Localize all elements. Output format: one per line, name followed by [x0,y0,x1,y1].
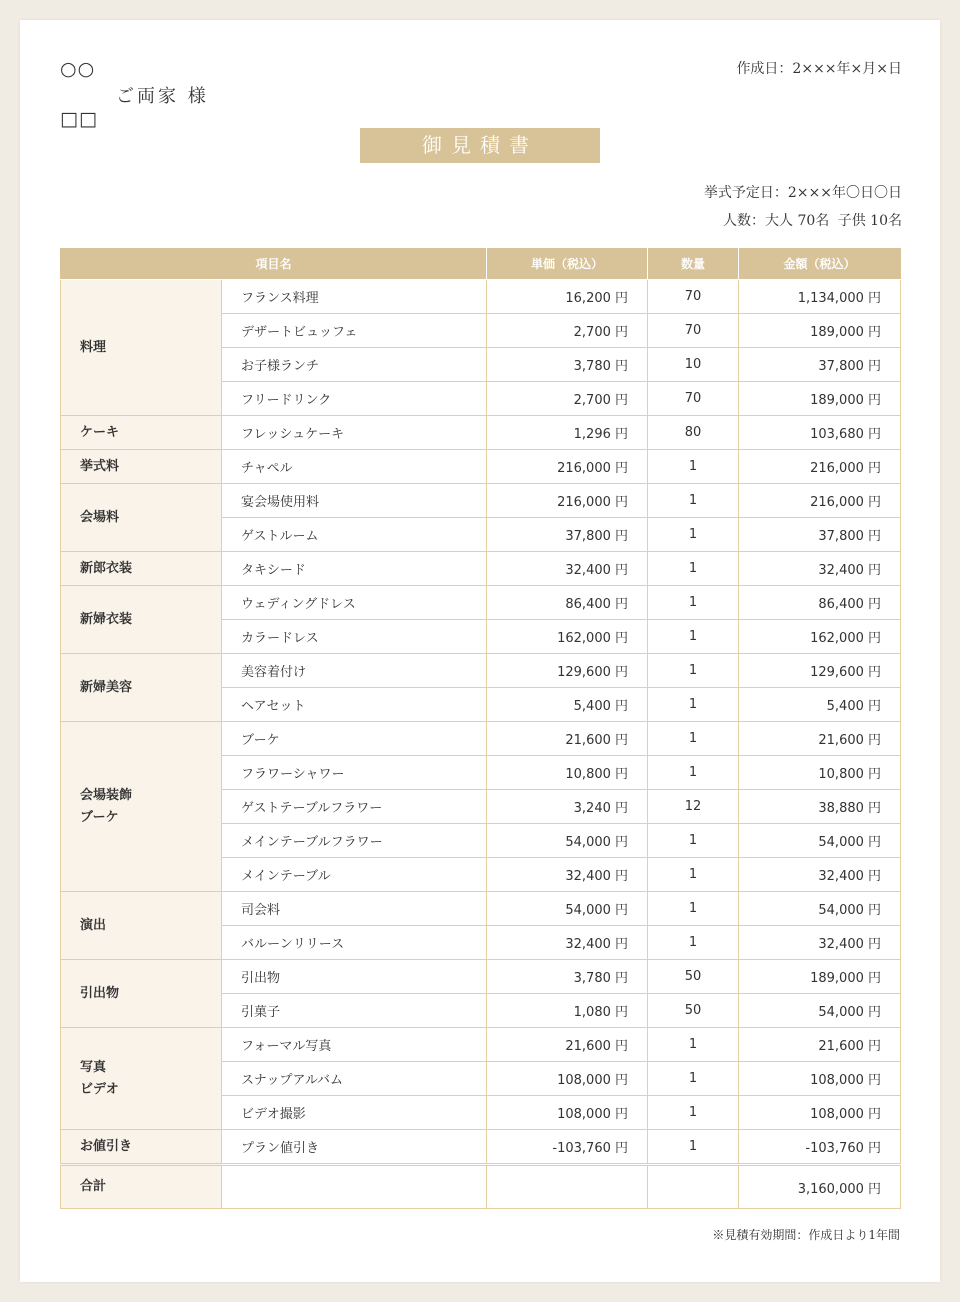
unit-price-cell: 10,800 円 [487,756,648,790]
category-label: 会場装飾 [80,787,133,803]
quantity-cell: 1 [648,586,739,620]
quantity-cell: 1 [648,892,739,926]
item-name-cell: 引出物 [222,960,487,994]
category-cell [61,1028,222,1130]
amount-cell: 21,600 円 [739,722,901,756]
amount-cell: 54,000 円 [739,994,901,1028]
quantity-cell: 70 [648,382,739,416]
item-name-cell: ゲストルーム [222,518,487,552]
item-name-cell: チャペル [222,450,487,484]
amount-cell: 189,000 円 [739,382,901,416]
unit-price-cell: 216,000 円 [487,484,648,518]
amount-cell: 108,000 円 [739,1062,901,1096]
unit-price-cell: 3,780 円 [487,348,648,382]
amount-cell: 162,000 円 [739,620,901,654]
quantity-cell: 70 [648,280,739,314]
amount-cell: 21,600 円 [739,1028,901,1062]
category-label: 会場料 [80,509,120,525]
unit-price-cell: 54,000 円 [487,892,648,926]
header-quantity: 数量 [648,248,739,280]
category-label: 演出 [80,917,107,933]
item-name-cell: フリードリンク [222,382,487,416]
category-cell [61,892,222,960]
unit-price-cell: 108,000 円 [487,1062,648,1096]
unit-price-cell: 129,600 円 [487,654,648,688]
quantity-cell: 12 [648,790,739,824]
category-label: お値引き [80,1138,133,1154]
category-label: 料理 [80,339,107,355]
unit-price-cell: 2,700 円 [487,382,648,416]
table-row [61,892,901,926]
category-label: ビデオ [80,1081,119,1097]
category-cell [61,960,222,1028]
amount-cell: 108,000 円 [739,1096,901,1130]
category-cell [61,552,222,586]
amount-cell: 37,800 円 [739,518,901,552]
quantity-cell: 1 [648,1062,739,1096]
category-cell [61,450,222,484]
quantity-cell: 1 [648,1130,739,1165]
table-row [61,654,901,688]
item-name-cell: ゲストテーブルフラワー [222,790,487,824]
quantity-cell: 80 [648,416,739,450]
category-cell [61,1130,222,1165]
amount-cell: 10,800 円 [739,756,901,790]
unit-price-cell: 1,080 円 [487,994,648,1028]
category-cell [61,416,222,450]
quantity-cell: 1 [648,688,739,722]
item-name-cell: メインテーブルフラワー [222,824,487,858]
total-row [61,1165,901,1209]
item-name-cell: 美容着付け [222,654,487,688]
category-cell [61,280,222,416]
header-unit-price: 単価（税込） [487,248,648,280]
quantity-cell: 1 [648,858,739,892]
unit-price-cell: 3,240 円 [487,790,648,824]
table-row [61,960,901,994]
guest-count-adults: 人数：大人 70名 [723,213,830,229]
category-label: 引出物 [80,985,120,1001]
created-date: 作成日：2×××年×月×日 [736,61,902,77]
unit-price-cell: 5,400 円 [487,688,648,722]
category-cell [61,654,222,722]
guest-count-children: 子供 10名 [837,213,902,229]
item-name-cell: ヘアセット [222,688,487,722]
total-empty-cell [222,1165,487,1209]
category-cell [61,484,222,552]
document-title: 御見積書 [360,128,600,163]
category-label: 写真 [80,1059,107,1075]
amount-cell: 189,000 円 [739,314,901,348]
amount-cell: 5,400 円 [739,688,901,722]
quantity-cell: 1 [648,654,739,688]
unit-price-cell: 162,000 円 [487,620,648,654]
item-name-cell: 引菓子 [222,994,487,1028]
amount-cell: 54,000 円 [739,824,901,858]
guest-count [719,210,902,230]
category-label: 新郎衣装 [80,560,133,576]
unit-price-cell: 32,400 円 [487,858,648,892]
table-row [61,722,901,756]
unit-price-cell: 32,400 円 [487,926,648,960]
amount-cell: 129,600 円 [739,654,901,688]
quantity-cell: 50 [648,994,739,1028]
ceremony-date: 挙式予定日：2×××年〇日〇日 [703,185,902,201]
unit-price-cell: 21,600 円 [487,1028,648,1062]
total-empty-cell [648,1165,739,1209]
quantity-cell: 1 [648,450,739,484]
category-label: ケーキ [80,424,120,440]
amount-cell: 37,800 円 [739,348,901,382]
estimate-sheet [20,20,940,1282]
amount-cell: 32,400 円 [739,926,901,960]
recipient-suffix: ご両家 様 [116,86,209,107]
amount-cell: 38,880 円 [739,790,901,824]
total-label: 合計 [61,1165,222,1209]
unit-price-cell: 54,000 円 [487,824,648,858]
recipient-family-1: ○○ [60,58,96,80]
item-name-cell: スナップアルバム [222,1062,487,1096]
unit-price-cell: -103,760 円 [487,1130,648,1165]
quantity-cell: 1 [648,1096,739,1130]
amount-cell: 216,000 円 [739,484,901,518]
recipient-family-2: □□ [60,108,98,130]
quantity-cell: 1 [648,926,739,960]
item-name-cell: お子様ランチ [222,348,487,382]
quantity-cell: 1 [648,552,739,586]
quantity-cell: 1 [648,620,739,654]
amount-cell: 103,680 円 [739,416,901,450]
quantity-cell: 50 [648,960,739,994]
unit-price-cell: 16,200 円 [487,280,648,314]
category-label: 新婦衣装 [80,611,133,627]
amount-cell: -103,760 円 [739,1130,901,1165]
item-name-cell: タキシード [222,552,487,586]
unit-price-cell: 1,296 円 [487,416,648,450]
quantity-cell: 1 [648,1028,739,1062]
unit-price-cell: 216,000 円 [487,450,648,484]
item-name-cell: ブーケ [222,722,487,756]
category-label: 挙式料 [80,458,120,474]
amount-cell: 86,400 円 [739,586,901,620]
table-row [61,484,901,518]
item-name-cell: 司会料 [222,892,487,926]
quantity-cell: 1 [648,824,739,858]
estimate-table [60,248,901,1209]
item-name-cell: フランス料理 [222,280,487,314]
table-row [61,280,901,314]
amount-cell: 32,400 円 [739,552,901,586]
category-label: 新婦美容 [80,679,133,695]
quantity-cell: 10 [648,348,739,382]
item-name-cell: フレッシュケーキ [222,416,487,450]
category-cell [61,722,222,892]
item-name-cell: バルーンリリース [222,926,487,960]
table-row [61,416,901,450]
unit-price-cell: 2,700 円 [487,314,648,348]
total-empty-cell [487,1165,648,1209]
category-cell [61,586,222,654]
validity-note: ※見積有効期間：作成日より1年間 [712,1228,900,1242]
header-amount: 金額（税込） [739,248,901,280]
amount-cell: 189,000 円 [739,960,901,994]
unit-price-cell: 21,600 円 [487,722,648,756]
item-name-cell: ビデオ撮影 [222,1096,487,1130]
item-name-cell: デザートビュッフェ [222,314,487,348]
quantity-cell: 1 [648,484,739,518]
estimate-table-body [61,280,901,1209]
item-name-cell: メインテーブル [222,858,487,892]
quantity-cell: 70 [648,314,739,348]
table-row [61,1130,901,1165]
table-row [61,552,901,586]
table-row [61,1028,901,1062]
item-name-cell: フォーマル写真 [222,1028,487,1062]
amount-cell: 1,134,000 円 [739,280,901,314]
item-name-cell: カラードレス [222,620,487,654]
table-row [61,450,901,484]
unit-price-cell: 86,400 円 [487,586,648,620]
table-header-row [61,248,901,280]
item-name-cell: プラン値引き [222,1130,487,1165]
item-name-cell: ウェディングドレス [222,586,487,620]
unit-price-cell: 37,800 円 [487,518,648,552]
amount-cell: 54,000 円 [739,892,901,926]
quantity-cell: 1 [648,756,739,790]
header-item-name: 項目名 [61,248,487,280]
table-row [61,586,901,620]
total-amount: 3,160,000 円 [739,1165,901,1209]
unit-price-cell: 108,000 円 [487,1096,648,1130]
item-name-cell: フラワーシャワー [222,756,487,790]
quantity-cell: 1 [648,518,739,552]
item-name-cell: 宴会場使用料 [222,484,487,518]
unit-price-cell: 3,780 円 [487,960,648,994]
unit-price-cell: 32,400 円 [487,552,648,586]
amount-cell: 216,000 円 [739,450,901,484]
category-label: ブーケ [80,809,119,825]
amount-cell: 32,400 円 [739,858,901,892]
quantity-cell: 1 [648,722,739,756]
